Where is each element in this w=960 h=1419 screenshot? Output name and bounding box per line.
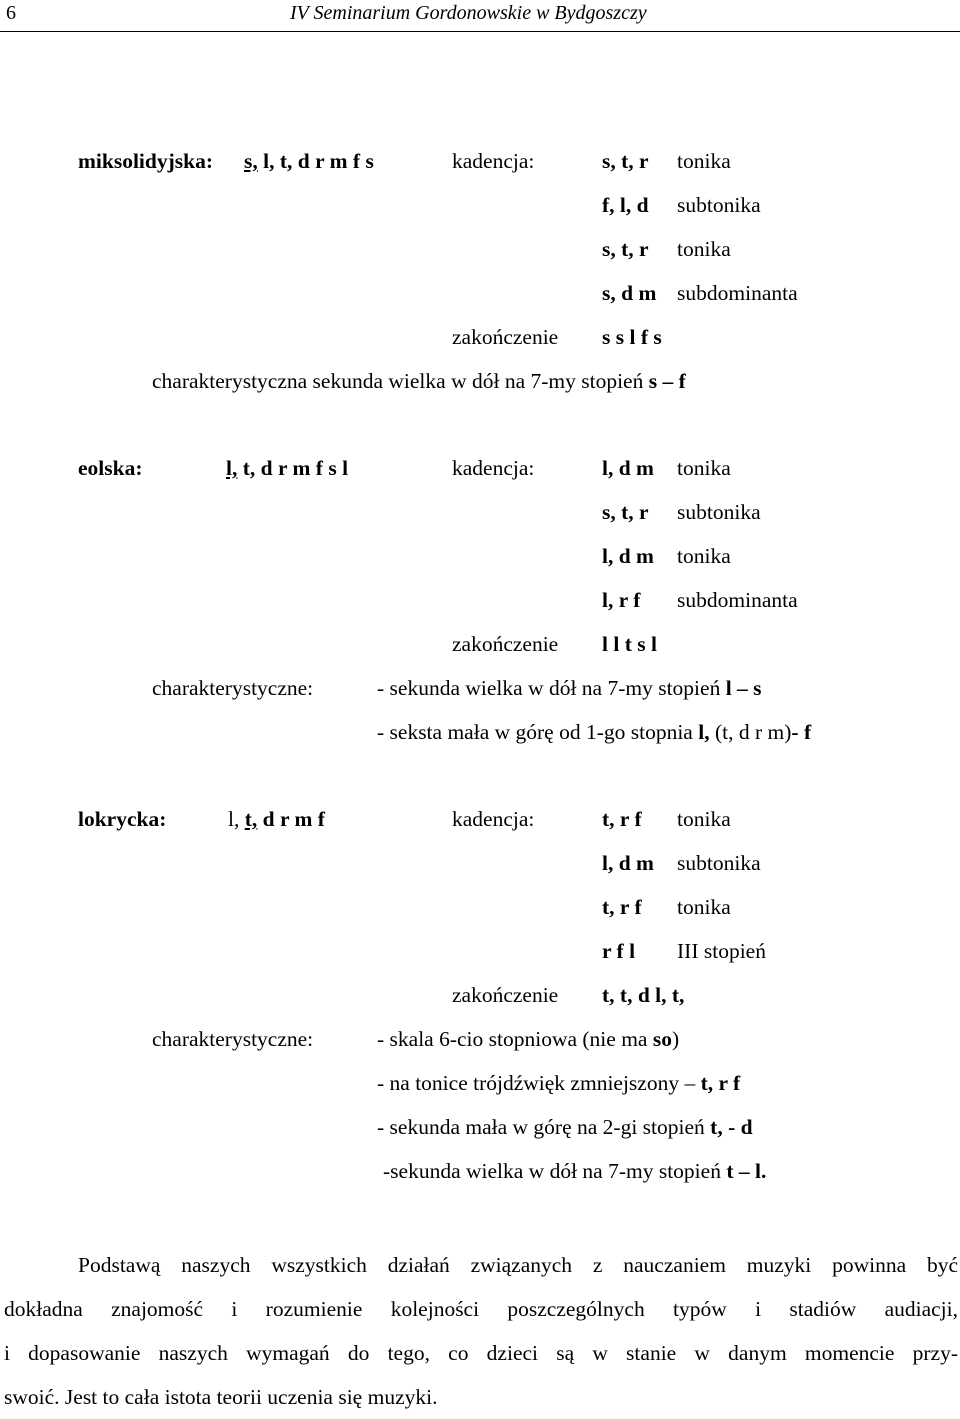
characteristic-interval: - f xyxy=(791,720,812,744)
characteristic-note: l, xyxy=(698,720,710,744)
running-header-title: IV Seminarium Gordonowskie w Bydgoszczy xyxy=(290,2,647,24)
characteristic-text: -sekunda wielka w dół na 7-my stopień xyxy=(383,1159,727,1183)
cadence-function: subtonika xyxy=(677,851,761,875)
cadence-function: III stopień xyxy=(677,939,766,963)
kadencja-label: kadencja: xyxy=(452,456,535,480)
cadence-function: subdominanta xyxy=(677,281,798,305)
ending-label: zakończenie xyxy=(452,632,559,656)
characteristic-interval: s – f xyxy=(648,369,686,393)
mode-name: miksolidyjska: xyxy=(78,149,214,173)
scale-rest: d r m f xyxy=(257,807,325,831)
cadence-function: tonika xyxy=(677,237,731,261)
cadence-notes: l, d m xyxy=(602,544,654,568)
cadence-function: tonika xyxy=(677,456,731,480)
ending-label: zakończenie xyxy=(452,983,559,1007)
mode-scale xyxy=(226,458,348,480)
ending-notes: t, t, d l, t, xyxy=(602,983,685,1007)
characteristic-interval: t – l. xyxy=(726,1159,767,1183)
characteristic-end: ) xyxy=(671,1027,680,1051)
ending-label: zakończenie xyxy=(452,325,559,349)
characteristic-label: charakterystyczne: xyxy=(152,1027,314,1051)
cadence-notes: t, r f xyxy=(602,895,642,919)
cadence-notes: s, d m xyxy=(602,281,657,305)
cadence-notes: r f l xyxy=(602,939,636,963)
characteristic-text: - sekunda mała w górę na 2-gi stopień xyxy=(377,1115,711,1139)
scale-first-note: l, xyxy=(226,456,238,480)
kadencja-label: kadencja: xyxy=(452,149,535,173)
cadence-notes: t, r f xyxy=(602,807,642,831)
characteristic-line xyxy=(377,1073,740,1095)
characteristic-line xyxy=(377,722,811,744)
mode-scale xyxy=(244,151,374,173)
scale-rest: l, t, d r m f s xyxy=(257,149,374,173)
paragraph-line: swoić. Jest to cała istota teorii uczenia się muzyki. xyxy=(4,1385,438,1409)
cadence-notes: s, t, r xyxy=(602,149,649,173)
cadence-notes: l, d m xyxy=(602,851,654,875)
characteristic-text: - seksta mała w górę od 1-go stopnia xyxy=(377,720,699,744)
mode-name: lokrycka: xyxy=(78,807,167,831)
paragraph-line: dokładna znajomość i rozumienie kolejności poszczególnych typów i stadiów audiacji, xyxy=(4,1297,958,1321)
scale-first-note: t, xyxy=(244,807,258,831)
scale-rest: t, d r m f s l xyxy=(237,456,349,480)
page-number: 6 xyxy=(6,2,16,24)
characteristic-line xyxy=(152,371,686,393)
characteristic-line xyxy=(377,678,762,700)
characteristic-interval: t, - d xyxy=(710,1115,753,1139)
cadence-notes: f, l, d xyxy=(602,193,649,217)
characteristic-text: - skala 6-cio stopniowa (nie ma xyxy=(377,1027,653,1051)
ending-notes: l l t s l xyxy=(602,632,657,656)
cadence-notes: l, d m xyxy=(602,456,654,480)
cadence-notes: l, r f xyxy=(602,588,641,612)
cadence-function: subtonika xyxy=(677,500,761,524)
characteristic-interval: t, r f xyxy=(700,1071,741,1095)
characteristic-interval: l – s xyxy=(725,676,762,700)
cadence-function: tonika xyxy=(677,895,731,919)
mode-scale xyxy=(228,809,325,831)
cadence-function: tonika xyxy=(677,149,731,173)
characteristic-mid: (t, d r m) xyxy=(709,720,792,744)
closing-paragraph xyxy=(4,1243,958,1419)
cadence-function: subtonika xyxy=(677,193,761,217)
ending-notes: s s l f s xyxy=(602,325,662,349)
kadencja-label: kadencja: xyxy=(452,807,535,831)
characteristic-line xyxy=(377,1029,679,1051)
header-rule xyxy=(0,31,960,32)
cadence-function: subdominanta xyxy=(677,588,798,612)
scale-first-note: s, xyxy=(244,149,258,173)
paragraph-line: i dopasowanie naszych wymagań do tego, co dzieci są w stanie w danym momencie przy- xyxy=(4,1341,958,1365)
cadence-function: tonika xyxy=(677,807,731,831)
characteristic-line xyxy=(377,1117,753,1139)
characteristic-note: so xyxy=(652,1027,672,1051)
scale-pre: l, xyxy=(228,807,245,831)
cadence-notes: s, t, r xyxy=(602,500,649,524)
mode-name: eolska: xyxy=(78,456,143,480)
cadence-function: tonika xyxy=(677,544,731,568)
characteristic-text: - na tonice trójdźwięk zmniejszony – xyxy=(377,1071,701,1095)
characteristic-text: - sekunda wielka w dół na 7-my stopień xyxy=(377,676,726,700)
characteristic-line xyxy=(383,1161,766,1183)
characteristic-label: charakterystyczne: xyxy=(152,676,314,700)
characteristic-text: charakterystyczna sekunda wielka w dół na 7-my stopień xyxy=(152,369,649,393)
cadence-notes: s, t, r xyxy=(602,237,649,261)
paragraph-line: Podstawą naszych wszystkich działań związanych z nauczaniem muzyki powinna być xyxy=(78,1253,958,1277)
